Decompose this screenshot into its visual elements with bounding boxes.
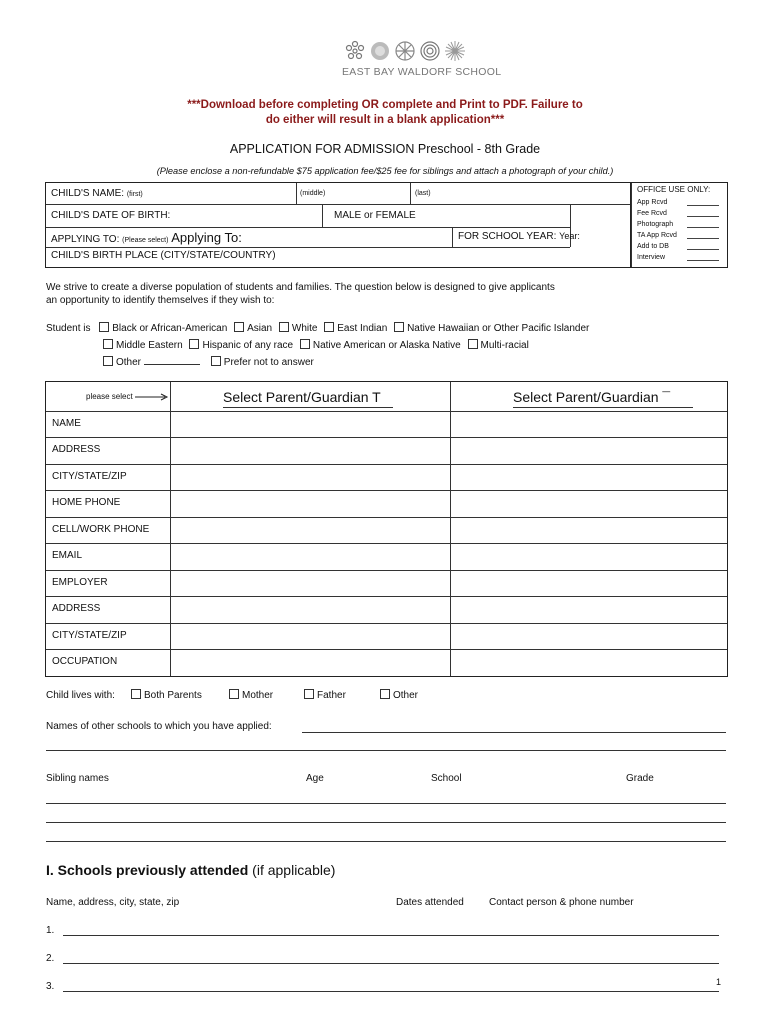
option-label: Both Parents <box>144 690 202 701</box>
dob-label: CHILD'S DATE OF BIRTH: <box>51 210 171 221</box>
checkbox-icon[interactable] <box>99 322 109 332</box>
applying-to-value: Applying To: <box>171 230 242 245</box>
lives-father[interactable] <box>304 689 346 702</box>
school-logo <box>342 40 502 78</box>
row-label-name: NAME <box>52 418 81 429</box>
checkbox-icon[interactable] <box>103 339 113 349</box>
option-middle-eastern[interactable] <box>103 340 183 351</box>
option-prefer-not[interactable] <box>211 357 314 368</box>
section-title-bold: I. Schools previously attended <box>46 862 249 878</box>
please-select-label: please select <box>86 392 133 401</box>
dob-field[interactable] <box>51 210 170 221</box>
option-native-hawaiian[interactable] <box>394 323 589 334</box>
office-item-fee-rcvd: Fee Rcvd <box>637 210 667 217</box>
checkbox-icon[interactable] <box>300 339 310 349</box>
birthplace-field[interactable] <box>51 250 276 261</box>
option-label: Asian <box>247 323 273 334</box>
middle-name-hint: (middle) <box>300 190 326 197</box>
logo-emblems <box>344 40 482 62</box>
fee-instructions: (Please enclose a non-refundable $75 application fee/$25 fee for siblings and attach a photograph of your child.) <box>156 166 614 176</box>
logo-shell-icon <box>394 40 416 62</box>
diversity-intro <box>46 281 726 307</box>
page-number: 1 <box>716 977 722 987</box>
checkbox-icon[interactable] <box>229 689 239 699</box>
option-label: Other <box>116 357 142 368</box>
student-is-label: Student is <box>46 323 91 334</box>
warning-line-2: do either will result in a blank application*** <box>265 114 505 126</box>
childs-name-label: CHILD'S NAME: <box>51 188 125 199</box>
option-label: Other <box>393 690 419 701</box>
checkbox-icon[interactable] <box>279 322 289 332</box>
prev-school-col-dates: Dates attended <box>396 897 464 908</box>
ethnicity-row-3 <box>103 356 314 369</box>
diversity-intro-line-1: We strive to create a diverse population of students and families. The question below is designed to give applicants <box>46 282 555 293</box>
option-label: Father <box>317 690 346 701</box>
option-label: East Indian <box>337 323 388 334</box>
option-hispanic[interactable] <box>189 340 293 351</box>
prev-school-line-2[interactable] <box>63 963 719 964</box>
parent-guardian-table <box>45 381 728 677</box>
last-name-hint: (last) <box>415 190 431 197</box>
option-east-indian[interactable] <box>324 323 387 334</box>
lives-both-parents[interactable] <box>131 689 202 702</box>
arrow-right-icon <box>135 393 169 401</box>
page-title: APPLICATION FOR ADMISSION Preschool - 8th Grade <box>229 142 541 156</box>
checkbox-icon[interactable] <box>304 689 314 699</box>
prev-school-col-name: Name, address, city, state, zip <box>46 897 180 908</box>
office-item-app-rcvd: App Rcvd <box>637 199 668 206</box>
child-lives-label: Child lives with: <box>46 690 115 701</box>
option-black[interactable] <box>99 323 227 334</box>
last-name-field[interactable] <box>415 190 431 197</box>
logo-burst-icon <box>444 40 466 62</box>
applying-to-hint: (Please select) <box>122 237 169 244</box>
row-label-employer-city: CITY/STATE/ZIP <box>52 630 127 641</box>
gender-label: MALE or FEMALE <box>334 210 416 221</box>
school-name: EAST BAY WALDORF SCHOOL <box>342 66 502 78</box>
parent-1-select[interactable] <box>223 389 381 405</box>
lives-other[interactable] <box>380 689 418 702</box>
diversity-intro-line-2: an opportunity to identify themselves if they wish to: <box>46 295 275 306</box>
gender-field[interactable] <box>334 210 416 221</box>
section-title-rest: (if applicable) <box>248 862 336 878</box>
lives-mother[interactable] <box>229 689 273 702</box>
option-label: Multi-racial <box>480 340 529 351</box>
checkbox-icon[interactable] <box>468 339 478 349</box>
row-label-address: ADDRESS <box>52 444 101 455</box>
applying-to-label: APPLYING TO: <box>51 234 120 245</box>
logo-flower-icon <box>344 40 366 62</box>
prev-school-line-1[interactable] <box>63 935 719 936</box>
option-asian[interactable] <box>234 323 272 334</box>
sibling-line-1[interactable] <box>46 803 726 804</box>
option-label: Black or African-American <box>112 323 228 334</box>
office-item-photograph: Photograph <box>637 221 674 228</box>
other-schools-line-2[interactable] <box>46 750 726 751</box>
office-item-add-db: Add to DB <box>637 243 669 250</box>
row-label-employer: EMPLOYER <box>52 577 108 588</box>
other-text-field[interactable] <box>144 364 200 365</box>
option-native-american[interactable] <box>300 340 461 351</box>
logo-rose-icon <box>419 40 441 62</box>
row-label-occupation: OCCUPATION <box>52 656 118 667</box>
prev-school-num-1: 1. <box>46 925 55 936</box>
option-white[interactable] <box>279 323 318 334</box>
child-info-box <box>45 182 711 268</box>
school-year-label: FOR SCHOOL YEAR: <box>458 231 557 242</box>
office-item-ta-app: TA App Rcvd <box>637 232 677 239</box>
sibling-grade-header: Grade <box>626 773 654 784</box>
option-label: Native American or Alaska Native <box>312 340 461 351</box>
office-item-interview: Interview <box>637 254 666 261</box>
checkbox-icon[interactable] <box>380 689 390 699</box>
school-year-value: Year: <box>559 231 580 241</box>
checkbox-icon[interactable] <box>394 322 404 332</box>
option-label: Mother <box>242 690 274 701</box>
prev-school-line-3[interactable] <box>63 991 719 992</box>
ethnicity-row-1 <box>46 322 589 335</box>
download-warning <box>0 98 770 128</box>
sibling-age-header: Age <box>306 773 324 784</box>
option-other[interactable] <box>103 357 200 368</box>
checkbox-icon[interactable] <box>211 356 221 366</box>
prev-school-num-2: 2. <box>46 953 55 964</box>
row-label-city-state-zip: CITY/STATE/ZIP <box>52 471 127 482</box>
sibling-school-header: School <box>431 773 462 784</box>
warning-line-1: ***Download before completing OR complete and Print to PDF. Failure to <box>187 99 583 111</box>
office-use-box <box>631 182 728 268</box>
section-schools-attended <box>46 862 335 878</box>
checkbox-icon[interactable] <box>103 356 113 366</box>
option-label: Native Hawaiian or Other Pacific Islander <box>407 323 590 334</box>
child-lives-with <box>46 689 115 702</box>
logo-sun-icon <box>369 40 391 62</box>
prev-school-num-3: 3. <box>46 981 55 992</box>
option-multiracial[interactable] <box>468 340 529 351</box>
checkbox-icon[interactable] <box>324 322 334 332</box>
middle-name-field[interactable] <box>300 190 325 197</box>
sibling-line-3[interactable] <box>46 841 726 842</box>
row-label-cell-work-phone: CELL/WORK PHONE <box>52 524 150 535</box>
prev-school-col-contact: Contact person & phone number <box>489 897 634 908</box>
parent-2-select-label: Select Parent/Guardian ¯ <box>513 389 671 405</box>
checkbox-icon[interactable] <box>189 339 199 349</box>
option-label: Prefer not to answer <box>223 357 314 368</box>
office-use-title: OFFICE USE ONLY: <box>637 185 711 194</box>
ethnicity-row-2 <box>103 339 529 352</box>
childs-name-field[interactable] <box>51 188 143 199</box>
row-label-employer-address: ADDRESS <box>52 603 101 614</box>
checkbox-icon[interactable] <box>234 322 244 332</box>
birthplace-label: CHILD'S BIRTH PLACE (CITY/STATE/COUNTRY) <box>51 250 276 261</box>
please-select-hint <box>86 392 169 401</box>
sibling-names-header: Sibling names <box>46 773 109 784</box>
checkbox-icon[interactable] <box>131 689 141 699</box>
parent-1-select-label: Select Parent/Guardian T <box>223 389 381 405</box>
other-schools-label: Names of other schools to which you have applied: <box>46 721 272 732</box>
parent-2-select[interactable] <box>513 389 670 405</box>
option-label: White <box>291 323 318 334</box>
option-label: Middle Eastern <box>116 340 183 351</box>
first-name-hint: (first) <box>126 191 143 198</box>
row-label-home-phone: HOME PHONE <box>52 497 121 508</box>
school-year-field[interactable] <box>458 231 580 242</box>
applying-to-select[interactable] <box>51 230 242 245</box>
row-label-email: EMAIL <box>52 550 83 561</box>
other-schools-line-1[interactable] <box>302 732 726 733</box>
sibling-line-2[interactable] <box>46 822 726 823</box>
option-label: Hispanic of any race <box>202 340 294 351</box>
